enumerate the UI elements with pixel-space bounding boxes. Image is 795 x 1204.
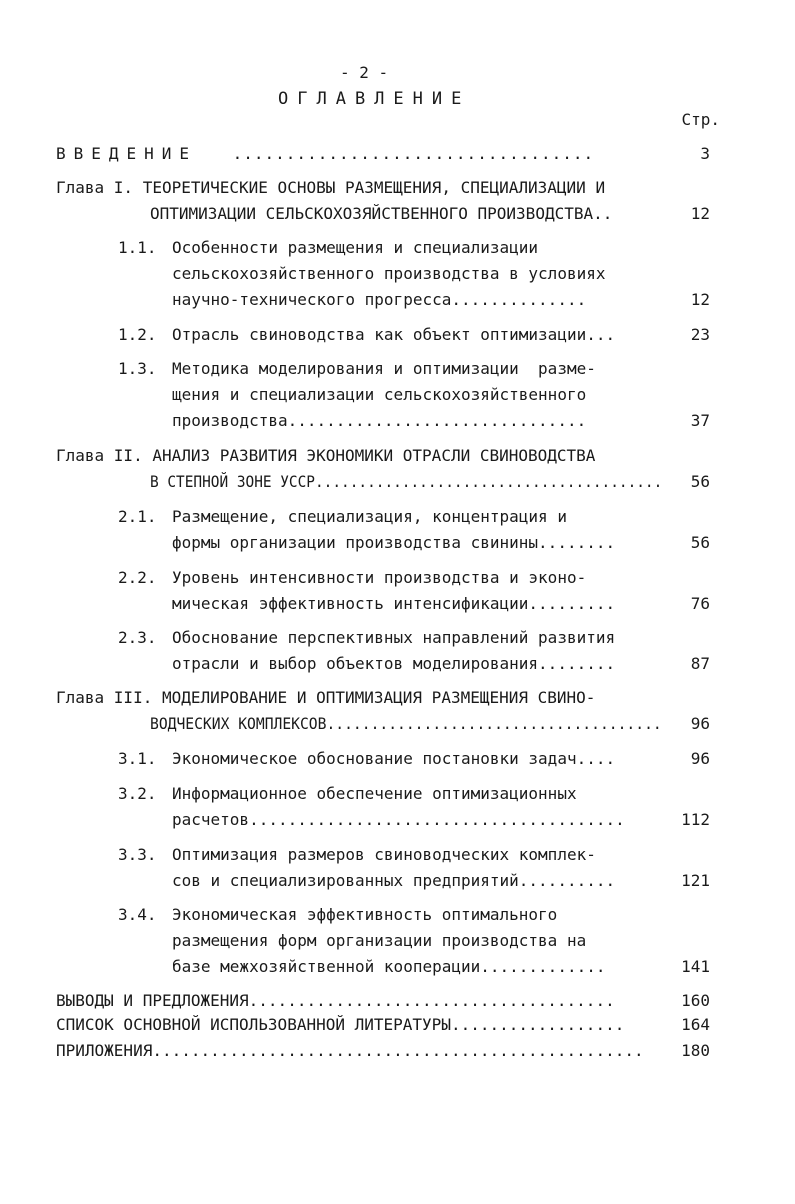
section-title-line: размещения форм организации производства на — [172, 931, 587, 950]
page-title: ОГЛАВЛЕНИЕ — [278, 89, 471, 109]
chapter-title-line: Глава I. ТЕОРЕТИЧЕСКИЕ ОСНОВЫ РАЗМЕЩЕНИЯ, СПЕЦИАЛИЗАЦИИ И — [56, 178, 606, 197]
section-number: 2.2. — [118, 568, 157, 587]
section-page: 12 — [690, 290, 710, 309]
intro-leader: .................................. — [222, 144, 595, 163]
section-page: 121 — [681, 871, 710, 890]
section-page: 23 — [690, 325, 710, 344]
section-page: 76 — [690, 594, 710, 613]
section-title-line: сов и специализированных предприятий.......... — [172, 871, 616, 890]
section-title-line: сельскохозяйственного производства в условиях — [172, 264, 606, 283]
section-number: 2.3. — [118, 628, 157, 647]
chapter-page: 96 — [690, 714, 710, 733]
section-page: 112 — [681, 810, 710, 829]
section-number: 3.2. — [118, 784, 157, 803]
section-title-line: расчетов....................................... — [172, 810, 625, 829]
section-title-line: базе межхозяйственной кооперации............. — [172, 957, 606, 976]
chapter-title-line: Глава III. МОДЕЛИРОВАНИЕ И ОПТИМИЗАЦИЯ РАЗМЕЩЕНИЯ СВИНО- — [56, 688, 596, 707]
intro-page: 3 — [700, 144, 710, 163]
section-title-line: формы организации производства свинины........ — [172, 533, 616, 552]
section-title-line: Методика моделирования и оптимизации разме- — [172, 359, 596, 378]
section-page: 56 — [690, 533, 710, 552]
section-title-line: производства............................... — [172, 411, 587, 430]
section-title-line: Экономическое обоснование постановки задач.... — [172, 749, 616, 768]
section-page: 96 — [690, 749, 710, 768]
closing-page: 160 — [681, 991, 710, 1010]
closing-label: ПРИЛОЖЕНИЯ................................................... — [56, 1041, 644, 1060]
section-page: 141 — [681, 957, 710, 976]
section-title-line: Отрасль свиноводства как объект оптимизации... — [172, 325, 616, 344]
section-title-line: Размещение, специализация, концентрация и — [172, 507, 567, 526]
section-title-line: мическая эффективность интенсификации......... — [172, 594, 616, 613]
section-title-line: отрасли и выбор объектов моделирования........ — [172, 654, 616, 673]
section-page: 87 — [690, 654, 710, 673]
page-number: - 2 - — [340, 63, 389, 82]
closing-label: СПИСОК ОСНОВНОЙ ИСПОЛЬЗОВАННОЙ ЛИТЕРАТУРЫ.................. — [56, 1015, 625, 1034]
section-title-line: Уровень интенсивности производства и эконо- — [172, 568, 587, 587]
section-title-line: Оптимизация размеров свиноводческих комплек- — [172, 845, 596, 864]
section-title-line: Экономическая эффективность оптимального — [172, 905, 558, 924]
chapter-page: 56 — [690, 472, 710, 491]
page-column-label: Стр. — [681, 110, 720, 129]
section-number: 2.1. — [118, 507, 157, 526]
section-number: 1.2. — [118, 325, 157, 344]
section-number: 3.3. — [118, 845, 157, 864]
chapter-title-line: В СТЕПНОЙ ЗОНЕ УССР........................................ — [150, 472, 663, 491]
section-title-line: Информационное обеспечение оптимизационных — [172, 784, 577, 803]
section-number: 3.4. — [118, 905, 157, 924]
section-title-line: Обоснование перспективных направлений развития — [172, 628, 616, 647]
section-number: 3.1. — [118, 749, 157, 768]
section-title-line: Особенности размещения и специализации — [172, 238, 539, 257]
section-number: 1.3. — [118, 359, 157, 378]
section-title-line: научно-технического прогресса.............. — [172, 290, 587, 309]
closing-label: ВЫВОДЫ И ПРЕДЛОЖЕНИЯ...................................... — [56, 991, 615, 1010]
chapter-title-line: Глава II. АНАЛИЗ РАЗВИТИЯ ЭКОНОМИКИ ОТРАСЛИ СВИНОВОДСТВА — [56, 446, 596, 465]
section-title-line: щения и специализации сельскохозяйственного — [172, 385, 587, 404]
closing-page: 180 — [681, 1041, 710, 1060]
section-page: 37 — [690, 411, 710, 430]
section-number: 1.1. — [118, 238, 157, 257]
closing-page: 164 — [681, 1015, 710, 1034]
chapter-title-line: ОПТИМИЗАЦИИ СЕЛЬСКОХОЗЯЙСТВЕННОГО ПРОИЗВОДСТВА.. — [150, 204, 613, 223]
chapter-title-line: ВОДЧЕСКИХ КОМПЛЕКСОВ...................................... — [150, 714, 662, 733]
intro-label: ВВЕДЕНИЕ — [56, 144, 198, 163]
chapter-page: 12 — [690, 204, 710, 223]
